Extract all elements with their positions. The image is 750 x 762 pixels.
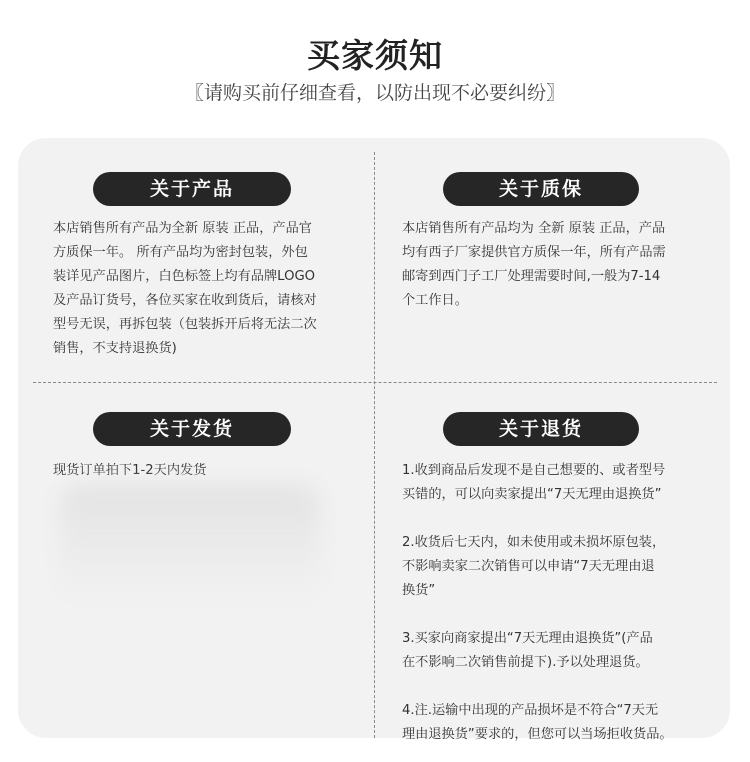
vertical-divider	[374, 152, 375, 738]
text-line: 销售，不支持退换货)	[53, 341, 177, 356]
returns-item-line: 2.收货后七天内，如未使用或未损坏原包装，	[402, 535, 666, 550]
returns-item-line: 3.买家向商家提出“7天无理由退换货”(产品	[402, 631, 653, 646]
warranty-section-heading: 关于质保	[443, 172, 639, 206]
text-line: 现货订单拍下1-2天内发货	[53, 463, 207, 478]
product-section-heading: 关于产品	[93, 172, 291, 206]
text-line: 方质保一年。 所有产品均为密封包装，外包	[53, 245, 308, 260]
text-line: 型号无误，再拆包装（包装拆开后将无法二次	[53, 317, 317, 332]
returns-section-heading: 关于退货	[443, 412, 639, 446]
page-title: 买家须知	[307, 36, 443, 75]
product-section-text	[53, 217, 363, 361]
warranty-section-text	[402, 217, 717, 313]
returns-item-line: 在不影响二次销售前提下).予以处理退货。	[402, 655, 649, 670]
returns-item-line: 买错的，可以向卖家提出“7天无理由退换货”	[402, 487, 662, 502]
returns-section-text	[402, 459, 722, 747]
text-line: 本店销售所有产品为全新 原装 正品，产品官	[53, 221, 312, 236]
returns-item-line: 1.收到商品后发现不是自己想要的、或者型号	[402, 463, 666, 478]
horizontal-divider	[33, 382, 717, 383]
returns-item-line: 4.注.运输中出现的产品损坏是不符合“7天无	[402, 703, 659, 718]
text-line: 个工作日。	[402, 293, 468, 308]
text-line: 邮寄到西门子工厂处理需要时间,一般为7-14	[402, 269, 661, 284]
returns-item-line: 换货”	[402, 583, 436, 598]
shipping-section-text	[53, 459, 363, 483]
returns-item-line: 理由退换货”要求的，但您可以当场拒收货品。	[402, 727, 673, 742]
returns-item-line: 不影响卖家二次销售可以申请“7天无理由退	[402, 559, 655, 574]
text-line: 装详见产品图片，白色标签上均有品牌LOGO	[53, 269, 316, 284]
blurred-area	[60, 485, 320, 595]
page-subtitle: 〖请购买前仔细查看，以防出现不必要纠纷〗	[184, 82, 565, 104]
text-line: 及产品订货号，各位买家在收到货后，请核对	[53, 293, 317, 308]
shipping-section-heading: 关于发货	[93, 412, 291, 446]
text-line: 均有西子厂家提供官方质保一年，所有产品需	[402, 245, 666, 260]
text-line: 本店销售所有产品均为 全新 原装 正品，产品	[402, 221, 666, 236]
